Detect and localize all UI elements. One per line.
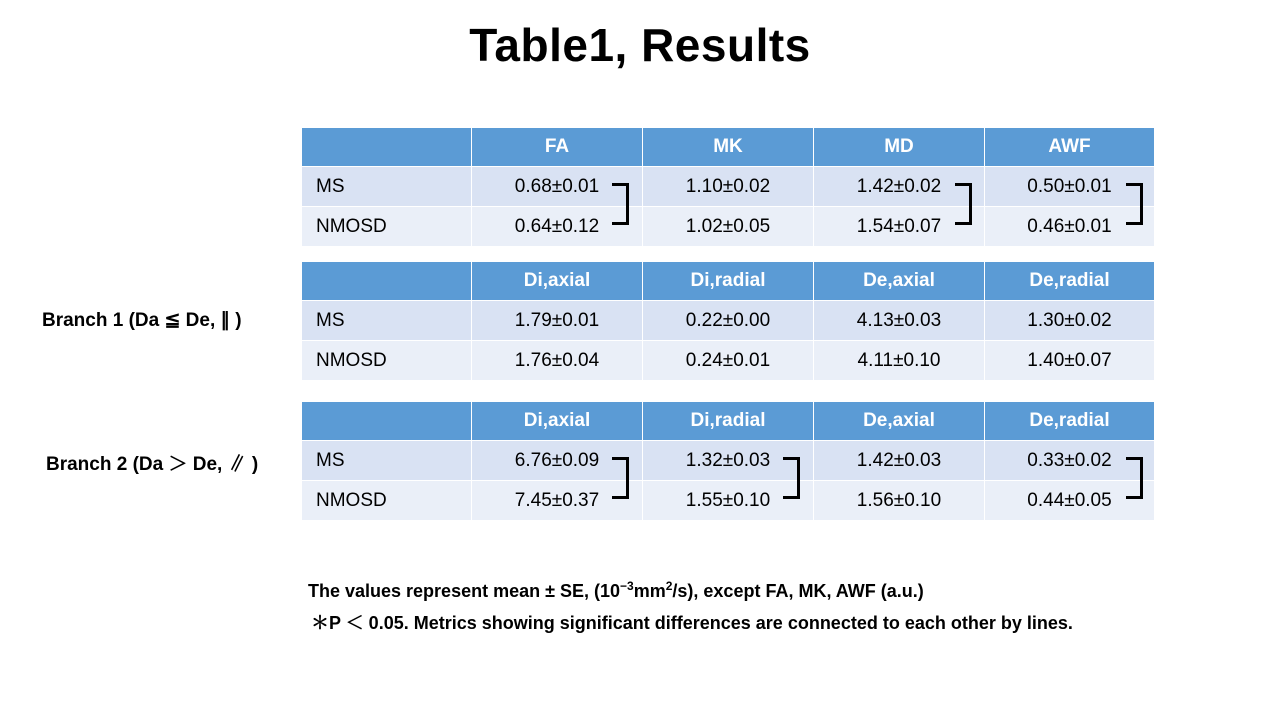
row-label-nmosd: NMOSD bbox=[302, 207, 472, 247]
column-header-de-radial: De,radial bbox=[985, 402, 1155, 441]
cell-nmosd-fa: 0.64±0.12 bbox=[472, 207, 643, 247]
cell-ms-di-axial: 1.79±0.01 bbox=[472, 301, 643, 341]
cell-ms-di-radial: 0.22±0.00 bbox=[643, 301, 814, 341]
column-header-fa: FA bbox=[472, 128, 643, 167]
cell-nmosd-de-radial: 0.44±0.05 bbox=[985, 481, 1155, 521]
cell-nmosd-di-radial: 0.24±0.01 bbox=[643, 341, 814, 381]
cell-nmosd-md: 1.54±0.07 bbox=[814, 207, 985, 247]
table-corner-cell bbox=[302, 402, 472, 441]
cell-ms-fa: 0.68±0.01 bbox=[472, 167, 643, 207]
column-header-di-radial: Di,radial bbox=[643, 262, 814, 301]
cell-ms-mk: 1.10±0.02 bbox=[643, 167, 814, 207]
results-table-1 bbox=[301, 127, 1155, 247]
cell-ms-di-radial: 1.32±0.03 bbox=[643, 441, 814, 481]
cell-ms-md: 1.42±0.02 bbox=[814, 167, 985, 207]
column-header-de-axial: De,axial bbox=[814, 402, 985, 441]
branch-1-label: Branch 1 (Da ≦ De, ∥ ) bbox=[42, 310, 242, 331]
table-row bbox=[302, 481, 1155, 521]
cell-ms-de-axial: 4.13±0.03 bbox=[814, 301, 985, 341]
table-row bbox=[302, 301, 1155, 341]
table-row bbox=[302, 207, 1155, 247]
column-header-di-axial: Di,axial bbox=[472, 402, 643, 441]
branch-2-label: Branch 2 (Da ＞ De, ∥ ) bbox=[46, 454, 259, 475]
column-header-awf: AWF bbox=[985, 128, 1155, 167]
cell-nmosd-di-axial: 1.76±0.04 bbox=[472, 341, 643, 381]
cell-ms-de-axial: 1.42±0.03 bbox=[814, 441, 985, 481]
cell-nmosd-mk: 1.02±0.05 bbox=[643, 207, 814, 247]
results-table-1-block bbox=[301, 127, 1154, 247]
table-corner-cell bbox=[302, 128, 472, 167]
cell-nmosd-de-axial: 1.56±0.10 bbox=[814, 481, 985, 521]
table-row bbox=[302, 441, 1155, 481]
row-label-ms: MS bbox=[302, 167, 472, 207]
cell-ms-di-axial: 6.76±0.09 bbox=[472, 441, 643, 481]
column-header-di-radial: Di,radial bbox=[643, 402, 814, 441]
footnote-exponent-2: 2 bbox=[665, 579, 673, 593]
cell-nmosd-de-axial: 4.11±0.10 bbox=[814, 341, 985, 381]
cell-nmosd-awf: 0.46±0.01 bbox=[985, 207, 1155, 247]
page-title: Table1, Results bbox=[469, 19, 811, 71]
column-header-di-axial: Di,axial bbox=[472, 262, 643, 301]
column-header-de-radial: De,radial bbox=[985, 262, 1155, 301]
column-header-md: MD bbox=[814, 128, 985, 167]
cell-ms-de-radial: 1.30±0.02 bbox=[985, 301, 1155, 341]
cell-nmosd-de-radial: 1.40±0.07 bbox=[985, 341, 1155, 381]
footnote-text-part-3: /s), except FA, MK, AWF (a.u.) bbox=[672, 581, 924, 601]
cell-nmosd-di-axial: 7.45±0.37 bbox=[472, 481, 643, 521]
footnote-text-part-1: The values represent mean ± SE, (10 bbox=[308, 581, 621, 601]
row-label-nmosd: NMOSD bbox=[302, 341, 472, 381]
cell-ms-de-radial: 0.33±0.02 bbox=[985, 441, 1155, 481]
cell-nmosd-di-radial: 1.55±0.10 bbox=[643, 481, 814, 521]
table-corner-cell bbox=[302, 262, 472, 301]
footnote-line-1 bbox=[308, 579, 924, 602]
results-table-2-block bbox=[301, 261, 1154, 381]
results-table-3-block bbox=[301, 401, 1154, 521]
row-label-ms: MS bbox=[302, 441, 472, 481]
row-label-nmosd: NMOSD bbox=[302, 481, 472, 521]
column-header-mk: MK bbox=[643, 128, 814, 167]
table-header-row bbox=[302, 402, 1155, 441]
cell-ms-awf: 0.50±0.01 bbox=[985, 167, 1155, 207]
footnote-text-part-2: mm bbox=[633, 581, 666, 601]
table-header-row bbox=[302, 262, 1155, 301]
table-row bbox=[302, 341, 1155, 381]
footnote-exponent-1: −3 bbox=[620, 579, 634, 593]
results-table-3 bbox=[301, 401, 1155, 521]
results-table-2 bbox=[301, 261, 1155, 381]
row-label-ms: MS bbox=[302, 301, 472, 341]
table-row bbox=[302, 167, 1155, 207]
column-header-de-axial: De,axial bbox=[814, 262, 985, 301]
table-header-row bbox=[302, 128, 1155, 167]
footnote-line-2: ＊P ＜ 0.05. Metrics showing significant differences are connected to each other by lines. bbox=[311, 613, 1073, 633]
